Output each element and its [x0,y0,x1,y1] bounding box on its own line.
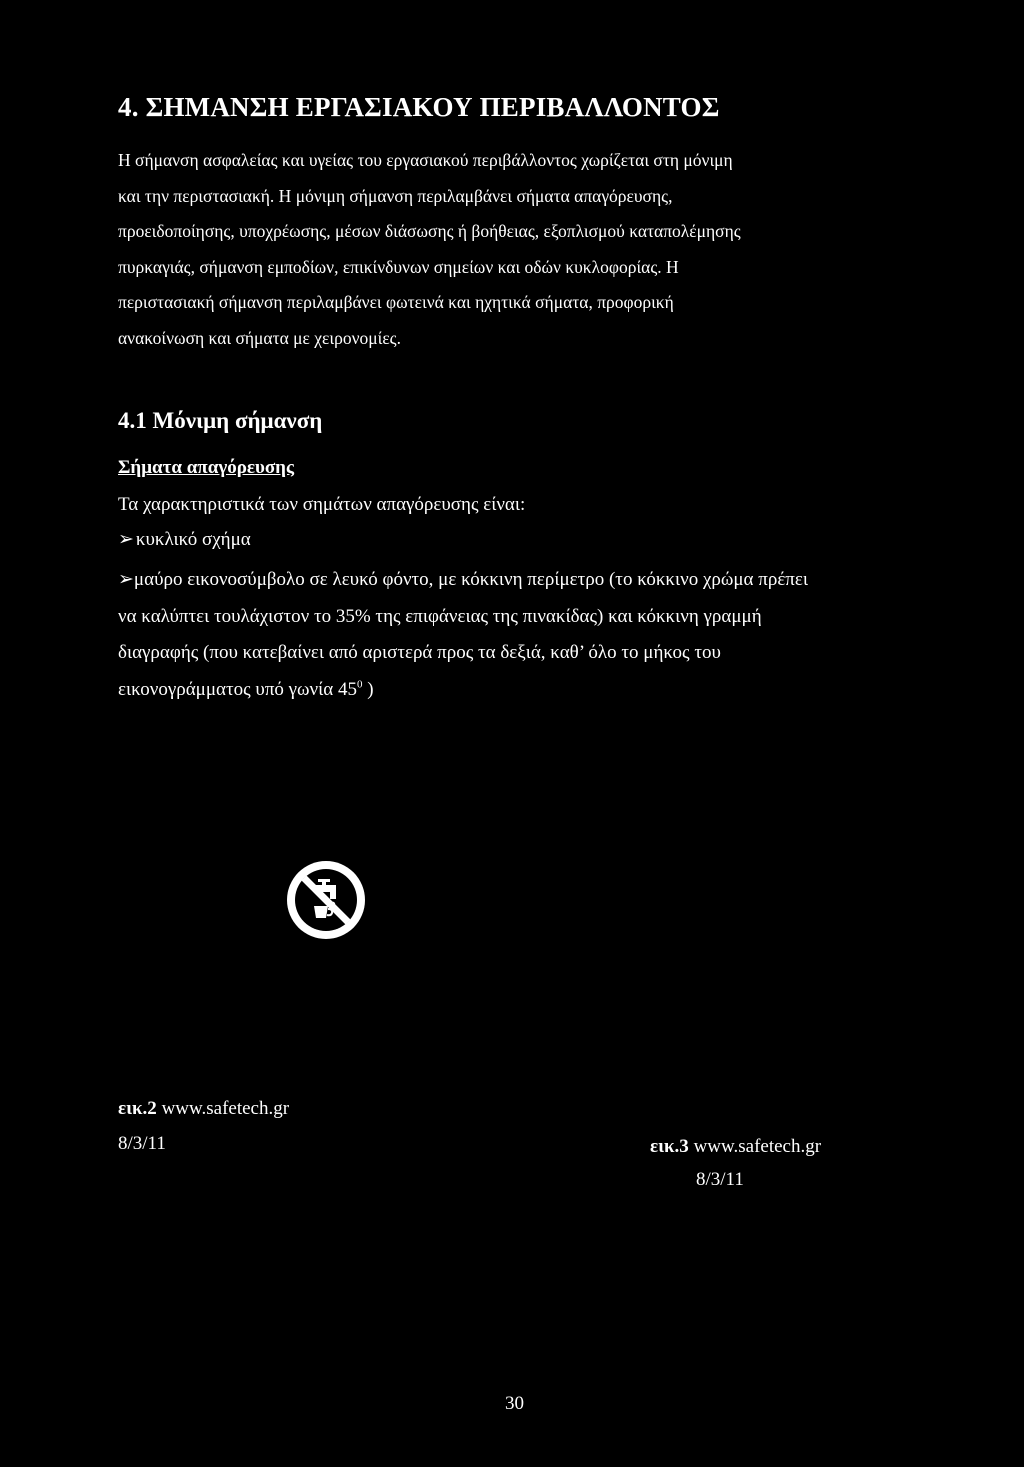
intro-line: Η σήμανση ασφαλείας και υγείας του εργασιακού περιβάλλοντος χωρίζεται στη μόνιμη [118,150,733,170]
bullet-line [118,562,938,599]
subsection-heading: 4.1 Μόνιμη σήμανση [118,408,323,433]
intro-line: ανακοίνωση και σήματα με χειρονομίες. [118,327,401,348]
figure-label: εικ.2 [118,1098,157,1119]
intro-line: και την περιστασιακή. Η μόνιμη σήμανση περιλαμβάνει σήματα απαγόρευσης, [118,185,673,206]
degree-superscript: 0 [356,678,363,691]
figure-url: www.safetech.gr [693,1136,822,1157]
no-drinking-water-icon [284,858,368,942]
bullet-text: μαύρο εικονοσύμβολο σε λευκό φόντο, με κόκκινη περίμετρο (το κόκκινο χρώμα πρέπει [133,569,808,590]
bullet-arrow-icon: ➢ [118,569,134,590]
bullet-item [118,528,251,551]
figure-date: 8/3/11 [118,1133,166,1154]
intro-line: πυρκαγιάς, σήμανση εμποδίων, επικίνδυνων σημείων και οδών κυκλοφορίας. Η [118,256,679,277]
prohibition-signs-title: Σήματα απαγόρευσης [118,457,294,478]
bullet-line: διαγραφής (που κατεβαίνει από αριστερά προς τα δεξιά, καθ’ όλο το μήκος του [118,642,721,664]
intro-line: προειδοποίησης, υποχρέωσης, μέσων διάσωσης ή βοήθειας, εξοπλισμού καταπολέμησης [118,221,741,242]
bullet-text: κυκλικό σχήμα [135,529,251,550]
page-number: 30 [505,1393,524,1414]
intro-line: περιστασιακή σήμανση περιλαμβάνει φωτεινά και ηχητικά σήματα, προφορική [118,292,674,313]
intro-paragraph [118,143,918,357]
bullet-line [118,672,938,709]
figure-caption [118,1098,289,1120]
figure-date: 8/3/11 [696,1169,744,1190]
bullet-text-end: ) [362,678,374,700]
bullet-arrow-icon: ➢ [118,529,134,550]
figure-label: εικ.3 [650,1136,689,1157]
characteristics-intro: Τα χαρακτηριστικά των σημάτων απαγόρευσης είναι: [118,494,526,515]
figure-caption [650,1136,821,1158]
bullet-text: εικονογράμματος υπό γωνία 45 [118,678,357,700]
bullet-item [118,562,938,708]
figure-url: www.safetech.gr [161,1098,290,1119]
bullet-line: να καλύπτει τουλάχιστον το 35% της επιφάνειας της πινακίδας) και κόκκινη γραμμή [118,605,762,627]
section-heading: 4. ΣΗΜΑΝΣΗ ΕΡΓΑΣΙΑΚΟΥ ΠΕΡΙΒΑΛΛΟΝΤΟΣ [118,92,720,122]
